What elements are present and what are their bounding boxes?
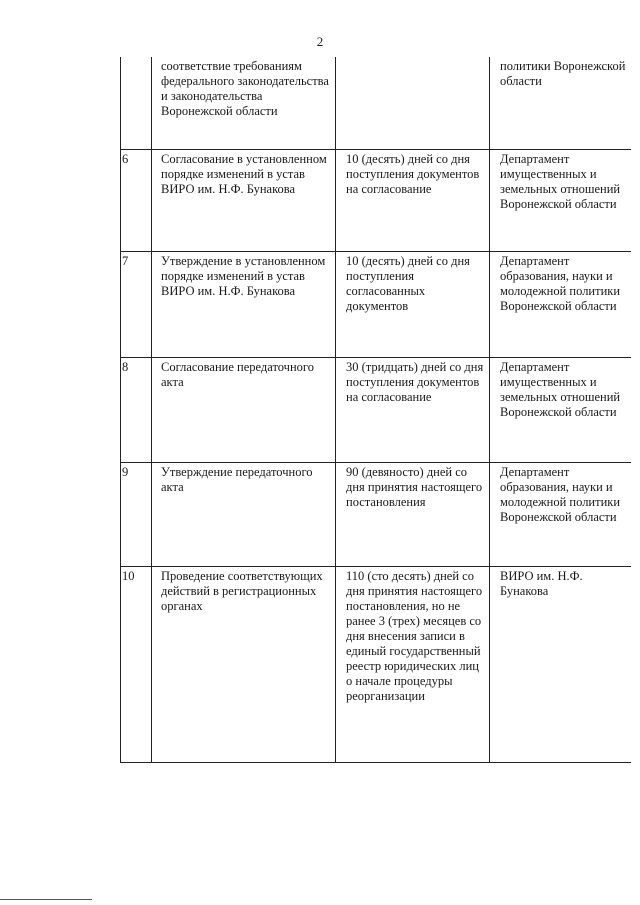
- row-action: Утверждение в установленном порядке изменений в устав ВИРО им. Н.Ф. Бунакова: [161, 253, 326, 298]
- row-responsible: ВИРО им. Н.Ф. Бунакова: [500, 568, 583, 598]
- row-action: соответствие требованиям федерального законодательства и законодательства Воронежской области: [161, 59, 329, 118]
- row-responsible: политики Воронежской области: [500, 59, 626, 88]
- row-number: 8: [121, 357, 152, 462]
- table-row: [121, 566, 632, 762]
- row-term: 10 (десять) дней со дня поступления согласованных документов: [346, 253, 470, 313]
- table-row: [121, 57, 632, 149]
- page-number: 2: [316, 34, 324, 49]
- row-number: 10: [121, 566, 152, 762]
- row-number: 7: [121, 251, 152, 357]
- row-action: Утверждение передаточного акта: [161, 464, 313, 494]
- row-action: Согласование передаточного акта: [161, 359, 314, 389]
- row-term: [336, 57, 489, 63]
- row-number: [121, 57, 152, 149]
- row-action: Согласование в установленном порядке изменений в устав ВИРО им. Н.Ф. Бунакова: [161, 151, 327, 196]
- row-term: 110 (сто десять) дней со дня принятия настоящего постановления, но не ранее 3 (трех) месяцев со дня внесения записи в единый государственный реестр юридических лиц о начале процедуры реорганизации: [346, 568, 483, 703]
- table-row: [121, 462, 632, 566]
- table-row: [121, 149, 632, 251]
- row-number: 6: [121, 149, 152, 251]
- row-term: 90 (девяносто) дней со дня принятия настоящего постановления: [346, 464, 483, 509]
- table-row: [121, 251, 632, 357]
- row-number: 9: [121, 462, 152, 566]
- row-action: Проведение соответствующих действий в регистрационных органах: [161, 568, 323, 613]
- row-responsible: Департамент имущественных и земельных отношений Воронежской области: [500, 359, 621, 419]
- row-responsible: Департамент образования, науки и молодежной политики Воронежской области: [500, 464, 621, 524]
- row-responsible: Департамент образования, науки и молодежной политики Воронежской области: [500, 253, 621, 313]
- footnote-divider: [0, 899, 92, 900]
- row-term: 30 (тридцать) дней со дня поступления документов на согласование: [346, 359, 484, 404]
- row-term: 10 (десять) дней со дня поступления документов на согласование: [346, 151, 480, 196]
- table-row: [121, 357, 632, 462]
- row-responsible: Департамент имущественных и земельных отношений Воронежской области: [500, 151, 621, 211]
- reorganization-plan-table: [120, 57, 631, 763]
